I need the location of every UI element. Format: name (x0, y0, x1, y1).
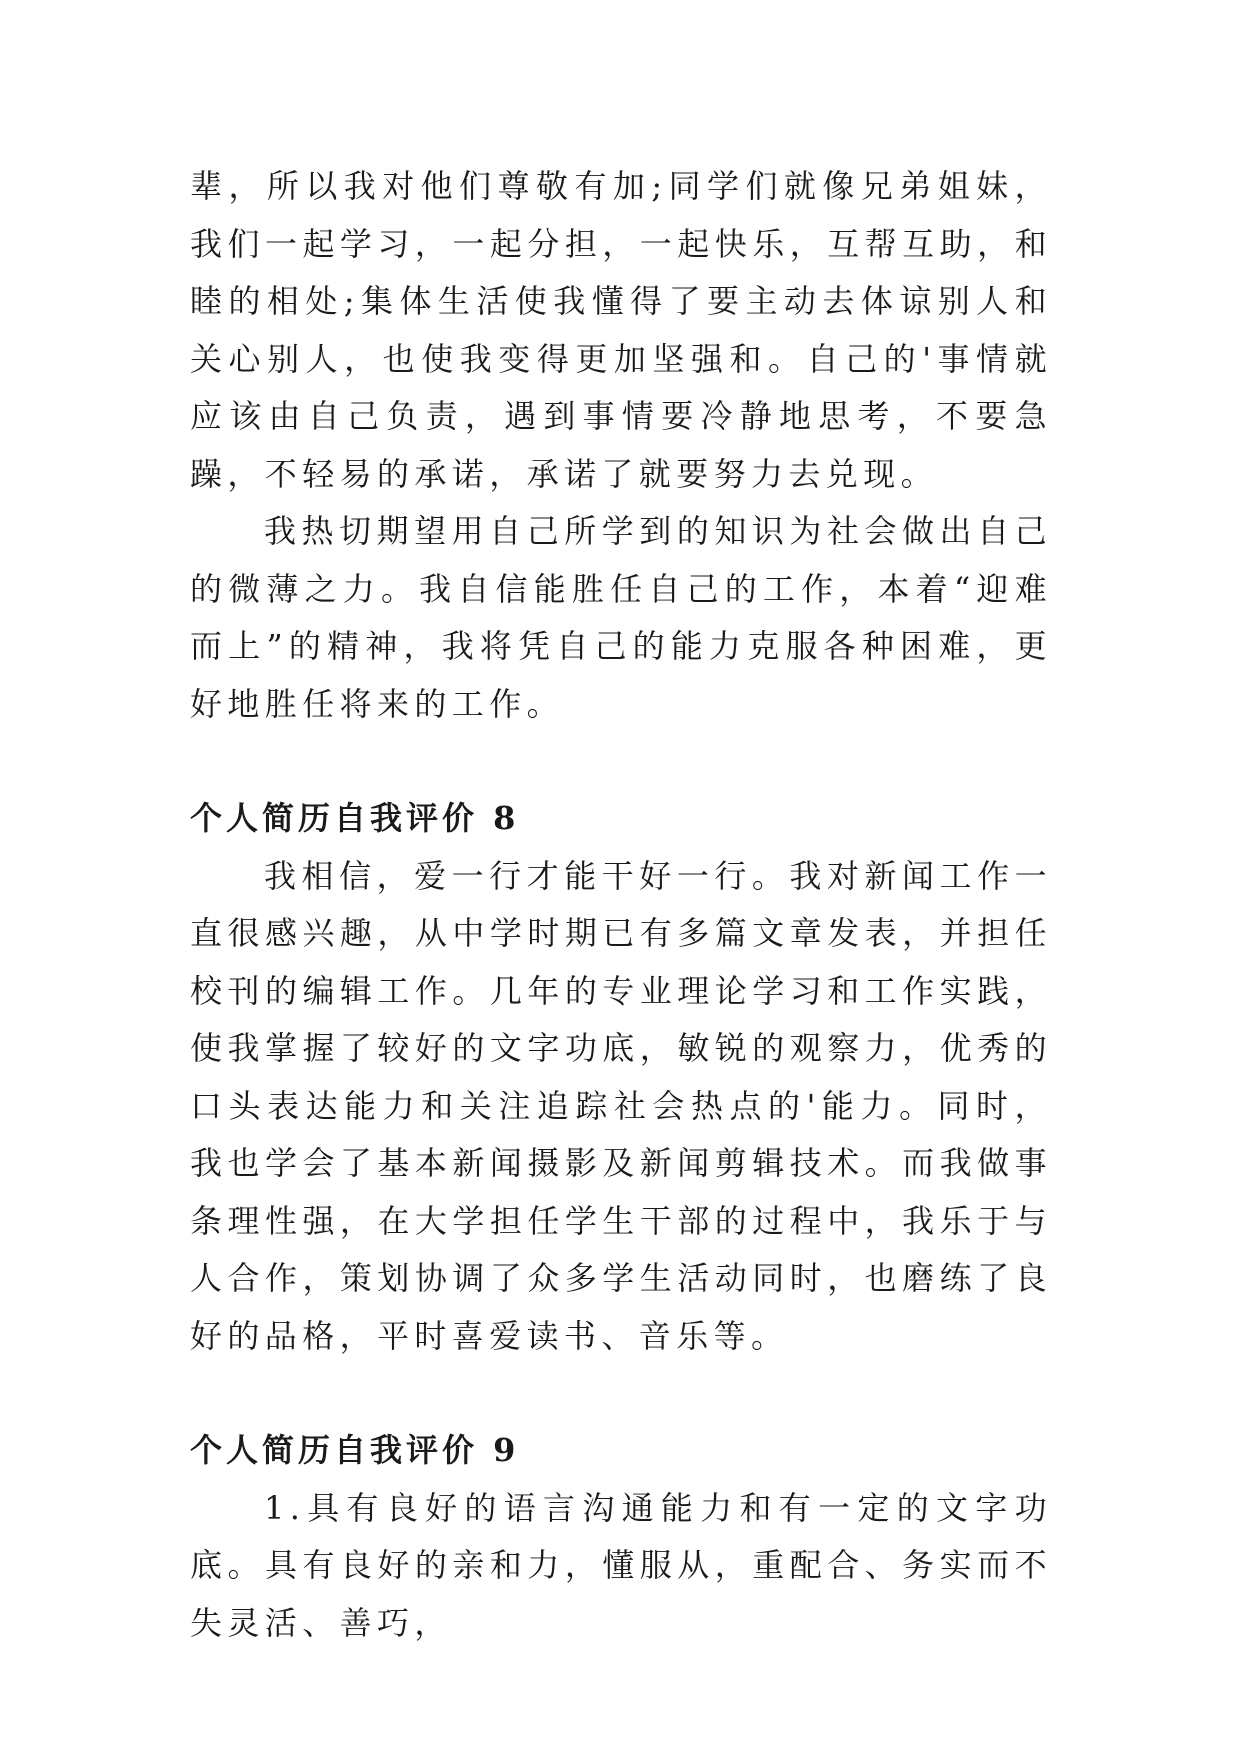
paragraph: 辈，所以我对他们尊敬有加;同学们就像兄弟姐妹，我们一起学习，一起分担，一起快乐，互帮互助，和睦的相处;集体生活使我懂得了要主动去体谅别人和关心别人，也使我变得更加坚强和。自己的'事情就应该由自己负责，遇到事情要冷静地思考，不要急躁，不轻易的承诺，承诺了就要努力去兑现。 (190, 167, 1052, 493)
section-heading: 个人简历自我评价 8 (190, 799, 520, 837)
document-body (190, 158, 1052, 1652)
paragraph: 1.具有良好的语言沟通能力和有一定的文字功底。具有良好的亲和力，懂服从，重配合、务实而不失灵活、善巧， (190, 1488, 1052, 1642)
paragraph: 我热切期望用自己所学到的知识为社会做出自己的微薄之力。我自信能胜任自己的工作，本着“迎难而上”的精神，我将凭自己的能力克服各种困难，更好地胜任将来的工作。 (190, 512, 1052, 723)
section-heading: 个人简历自我评价 9 (190, 1431, 520, 1469)
paragraph: 我相信，爱一行才能干好一行。我对新闻工作一直很感兴趣，从中学时期已有多篇文章发表，并担任校刊的编辑工作。几年的专业理论学习和工作实践，使我掌握了较好的文字功底，敏锐的观察力，优秀的口头表达能力和关注追踪社会热点的'能力。同时，我也学会了基本新闻摄影及新闻剪辑技术。而我做事条理性强，在大学担任学生干部的过程中，我乐于与人合作，策划协调了众多学生活动同时，也磨练了良好的品格，平时喜爱读书、音乐等。 (190, 856, 1052, 1355)
